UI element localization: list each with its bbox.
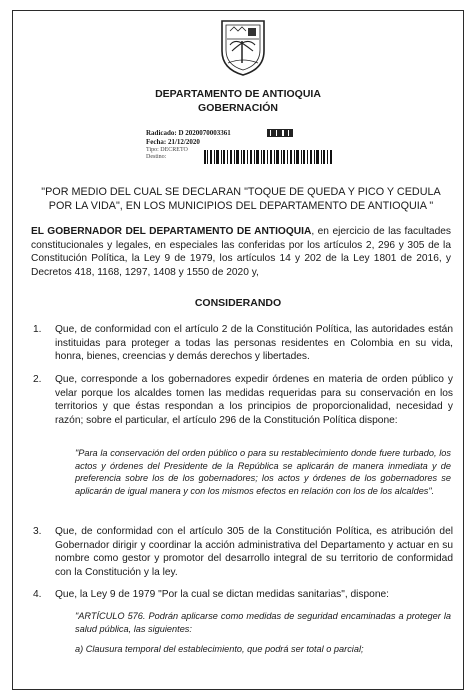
document-page — [12, 10, 464, 690]
consideration-item — [33, 588, 453, 602]
intro-paragraph — [31, 225, 451, 279]
article-576-item-a: a) Clausura temporal del establecimiento, que podrá ser total o parcial; — [75, 644, 364, 654]
consideration-item — [33, 373, 453, 427]
consideration-item — [33, 525, 453, 579]
radicado-label: Radicado: — [146, 129, 177, 137]
item-text: Que, de conformidad con el artículo 305 de la Constitución Política, es atribución del Gobernador dirigir y coordinar la acción administrativa del Departamento y actuar en su nombre como gestor y promotor del desarrollo integral de su territorio de conformidad con la Constitución y la ley. — [55, 526, 453, 578]
item-number: 4. — [33, 589, 42, 600]
document-header — [13, 87, 463, 115]
item-text: Que, corresponde a los gobernadores expedir órdenes en materia de orden público y velar porque los alcaldes tomen las medidas requeridas para su conservación en los territorios y que éstas respondan a los principios de proporcionalidad, necesidad y razón; sobre el particular, el artículo 296 de la Constitución Política dispone: — [55, 374, 453, 426]
item-number: 2. — [33, 374, 42, 385]
article-576-quote: "ARTÍCULO 576. Podrán aplicarse como medidas de seguridad encaminadas a proteger la salud pública, las siguientes: — [75, 611, 451, 634]
governor-label: EL GOBERNADOR DEL DEPARTAMENTO DE ANTIOQUIA — [31, 226, 312, 237]
date-label: Fecha: — [146, 138, 167, 146]
section-title: CONSIDERANDO — [194, 297, 282, 309]
article-296-quote: "Para la conservación del orden público o para su restablecimiento donde fuere turbado, los actos y órdenes del Presidente de la República se aplicarán de manera inmediata y de preferencia sobre los de los gobernadores; los actos y órdenes de los gobernadores se aplicarán de igual manera y con los mismos efectos en relación con los de los alcaldes". — [75, 448, 451, 496]
item-text: Que, de conformidad con el artículo 2 de la Constitución Política, las autoridades están instituidas para proteger a todas las personas residentes en Colombia en su vida, honra, bienes, creencias y demás derechos y libertades. — [55, 324, 453, 362]
tipo-text: Tipo: DECRETO — [146, 147, 188, 153]
department-name: DEPARTAMENTO DE ANTIOQUIA — [155, 88, 321, 100]
destino-text: Destino: — [146, 154, 167, 160]
small-barcode-icon — [267, 129, 293, 137]
item-number: 3. — [33, 526, 42, 537]
decree-title: "POR MEDIO DEL CUAL SE DECLARAN "TOQUE DE QUEDA Y PICO Y CEDULA POR LA VIDA", EN LOS MUNICIPIOS DEL DEPARTAMENTO DE ANTIOQUIA " — [41, 186, 441, 212]
intro-text: , en ejercicio de las facultades constitucionales y legales, en especiales las conferidas por los artículos 2, 296 y 305 de la Constitución Política, la Ley 9 de 1979, los artículos 14 y 202 de la Ley 1801 de 2016, y Decretos 418, 1168, 1297, 1408 y 1550 de 2020 y, — [31, 226, 452, 278]
radicado-number: D 2020070003361 — [178, 129, 231, 137]
consideration-item — [33, 323, 453, 364]
item-number: 1. — [33, 324, 42, 335]
barcode-icon — [204, 150, 332, 164]
government-name: GOBERNACIÓN — [198, 102, 278, 114]
coat-of-arms-icon — [218, 17, 268, 77]
item-text: Que, la Ley 9 de 1979 "Por la cual se dictan medidas sanitarias", dispone: — [55, 589, 389, 600]
radicado-date: 21/12/2020 — [167, 138, 200, 146]
